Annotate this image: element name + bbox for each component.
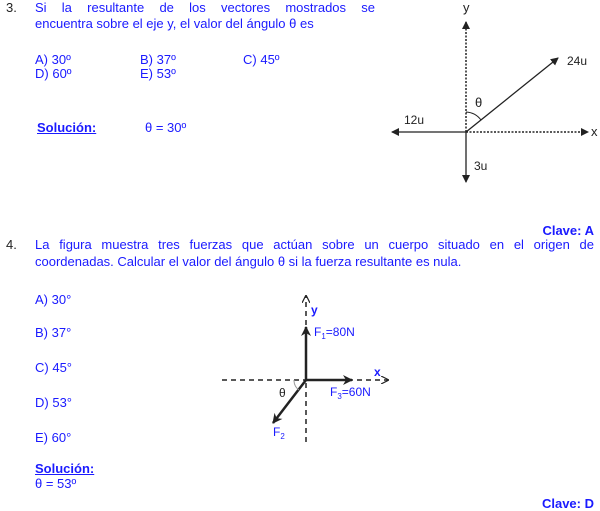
label-24u: 24u: [567, 54, 588, 68]
option-c: C) 45°: [35, 360, 73, 375]
problem-number: 4.: [6, 237, 17, 252]
theta-label: θ: [279, 386, 286, 400]
solution-label: Solución:: [35, 461, 95, 476]
y-axis-label: y: [311, 303, 318, 317]
option-b: B) 37°: [35, 325, 72, 340]
force-f2: [273, 380, 306, 423]
force-diagram-2: [200, 290, 410, 450]
theta-label: θ: [475, 95, 483, 110]
vector-diagram-1: [380, 0, 600, 200]
label-3u: 3u: [474, 159, 488, 173]
option-c: C) 45º: [243, 52, 280, 67]
y-axis-label: y: [463, 0, 470, 15]
problem-statement-line2: coordenadas. Calcular el valor del ángulo θ si la fuerza resultante es nula.: [35, 254, 462, 269]
solution-label: Solución:: [37, 120, 97, 135]
answer-key: Clave: A: [542, 223, 594, 238]
option-a: A) 30°: [35, 292, 72, 307]
solution-value: θ = 30º: [145, 120, 187, 135]
option-d: D) 53°: [35, 395, 73, 410]
f3-label: $F_3=60N$: [330, 385, 371, 401]
option-e: E) 53º: [140, 66, 176, 81]
problem-statement-line1: Si la resultante de los vectores mostrados se: [35, 0, 375, 15]
option-a: A) 30º: [35, 52, 71, 67]
problem-number: 3.: [6, 0, 17, 15]
option-b: B) 37º: [140, 52, 176, 67]
x-axis-label: x: [591, 124, 598, 139]
f2-label: $F_2$: [273, 425, 285, 441]
answer-key: Clave: D: [541, 496, 594, 511]
angle-arc: [466, 112, 481, 120]
problem-statement-line2: encuentra sobre el eje y, el valor del ángulo θ es: [35, 16, 314, 31]
problem-statement-line1: La figura muestra tres fuerzas que actúan sobre un cuerpo situado en el origen de: [35, 237, 594, 252]
option-d: D) 60º: [35, 66, 72, 81]
x-axis-label: x: [374, 365, 381, 379]
label-12u: 12u: [404, 113, 425, 127]
option-e: E) 60°: [35, 430, 72, 445]
f1-label: $F_1=80N$: [314, 325, 355, 341]
solution-value: θ = 53º: [35, 476, 77, 491]
